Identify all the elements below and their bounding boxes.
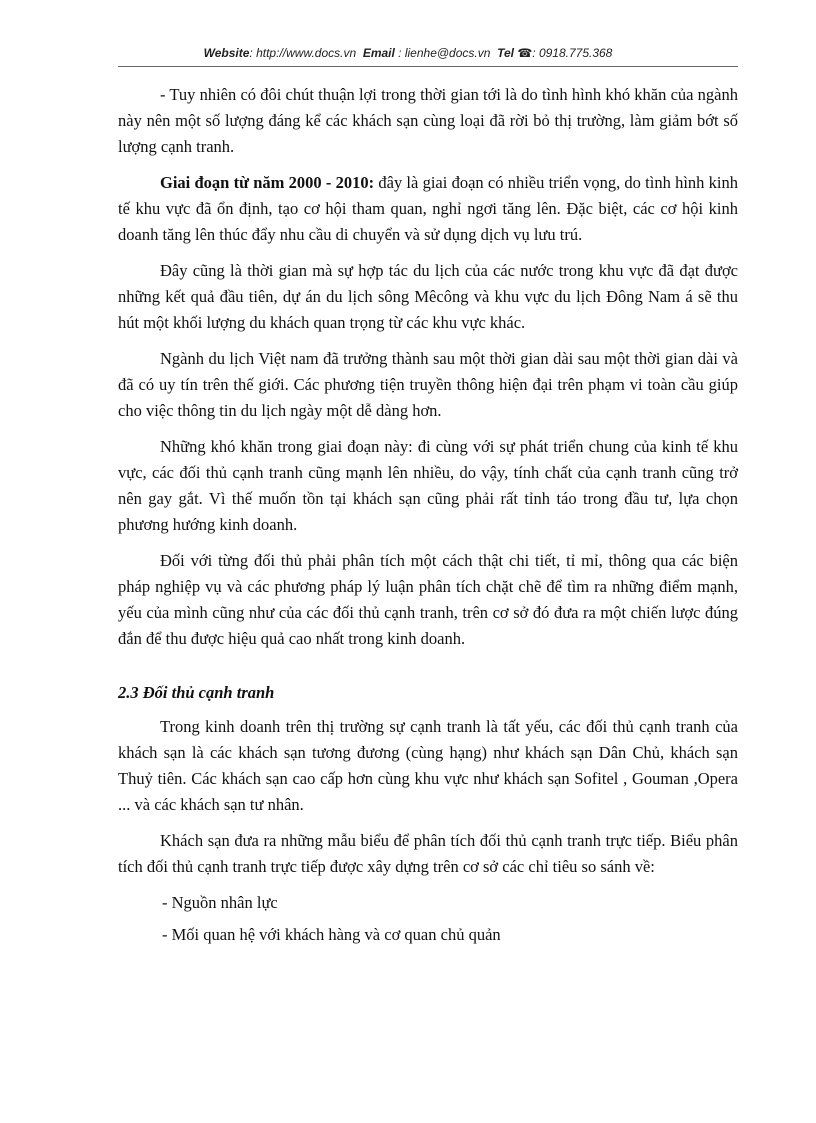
paragraph-text: đây là giai đoạn có nhiều triển vọng, do tình hình kinh tế khu vực đã ổn định, tạo cơ hội tham quan, nghỉ ngơi tăng lên. Đặc biệt, các cơ hội kinh doanh tăng lên thúc đẩy nhu cầu di chuyển và sử dụng dịch vụ lưu trú.	[118, 173, 738, 244]
list-item: - Mối quan hệ với khách hàng và cơ quan chủ quản	[162, 925, 501, 944]
page-header	[0, 46, 816, 60]
header-divider	[118, 66, 738, 67]
paragraph: Ngành du lịch Việt nam đã trưởng thành sau một thời gian dài sau một thời gian dài và đã có uy tín trên thế giới. Các phương tiện truyền thông hiện đại trên phạm vi toàn cầu giúp cho việc thông tin du lịch ngày một dễ dàng hơn.	[118, 349, 738, 420]
paragraph	[118, 170, 738, 248]
list-item: - Nguồn nhân lực	[162, 893, 278, 912]
paragraph: Khách sạn đưa ra những mẫu biểu để phân tích đối thủ cạnh tranh trực tiếp. Biểu phân tích đối thủ cạnh tranh trực tiếp được xây dựng trên cơ sở các chỉ tiêu so sánh về:	[118, 831, 738, 876]
paragraph: Đối với từng đối thủ phải phân tích một cách thật chi tiết, tỉ mỉ, thông qua các biện pháp nghiệp vụ và các phương pháp lý luận phân tích chặt chẽ để tìm ra những điểm mạnh, yếu của mình cũng như của các đối thủ cạnh tranh, trên cơ sở đó đưa ra một chiến lược đúng đắn để thu được hiệu quả cao nhất trong kinh doanh.	[118, 551, 738, 648]
section-heading: 2.3 Đối thủ cạnh tranh	[118, 683, 275, 702]
email-value[interactable]: : lienhe@docs.vn	[398, 46, 491, 60]
website-value[interactable]: : http://www.docs.vn	[249, 46, 357, 60]
paragraph: Đây cũng là thời gian mà sự hợp tác du lịch của các nước trong khu vực đã đạt được những kết quả đầu tiên, dự án du lịch sông Mêcông và khu vực du lịch Đông Nam á sẽ thu hút một khối lượng du khách quan trọng từ các khu vực khác.	[118, 261, 738, 332]
email-label: Email	[362, 46, 395, 60]
paragraph: Những khó khăn trong giai đoạn này: đi cùng với sự phát triển chung của kinh tế khu vực, các đối thủ cạnh tranh cũng mạnh lên nhiều, do vậy, tính chất của cạnh tranh cũng trở nên gay gắt. Vì thế muốn tồn tại khách sạn cũng phải rất tỉnh táo trong đầu tư, lựa chọn phương hướng kinh doanh.	[118, 437, 738, 534]
paragraph: Trong kinh doanh trên thị trường sự cạnh tranh là tất yếu, các đối thủ cạnh tranh của khách sạn là các khách sạn tương đương (cùng hạng) như khách sạn Dân Chủ, khách sạn Thuỷ tiên. Các khách sạn cao cấp hơn cùng khu vực như khách sạn Sofitel , Gouman ,Opera ... và các khách sạn tư nhân.	[118, 717, 738, 814]
tel-label: Tel	[497, 46, 514, 60]
website-label: Website	[203, 46, 250, 60]
paragraph: - Tuy nhiên có đôi chút thuận lợi trong thời gian tới là do tình hình khó khăn của ngành này nên một số lượng đáng kể các khách sạn cùng loại đã rời bỏ thị trường, làm giảm bớt số lượng cạnh tranh.	[118, 85, 738, 156]
paragraph-lead: Giai đoạn từ năm 2000 - 2010:	[160, 173, 375, 192]
tel-value: : 0918.775.368	[532, 46, 613, 60]
document-body	[118, 82, 738, 954]
phone-icon: ☎	[517, 46, 533, 60]
